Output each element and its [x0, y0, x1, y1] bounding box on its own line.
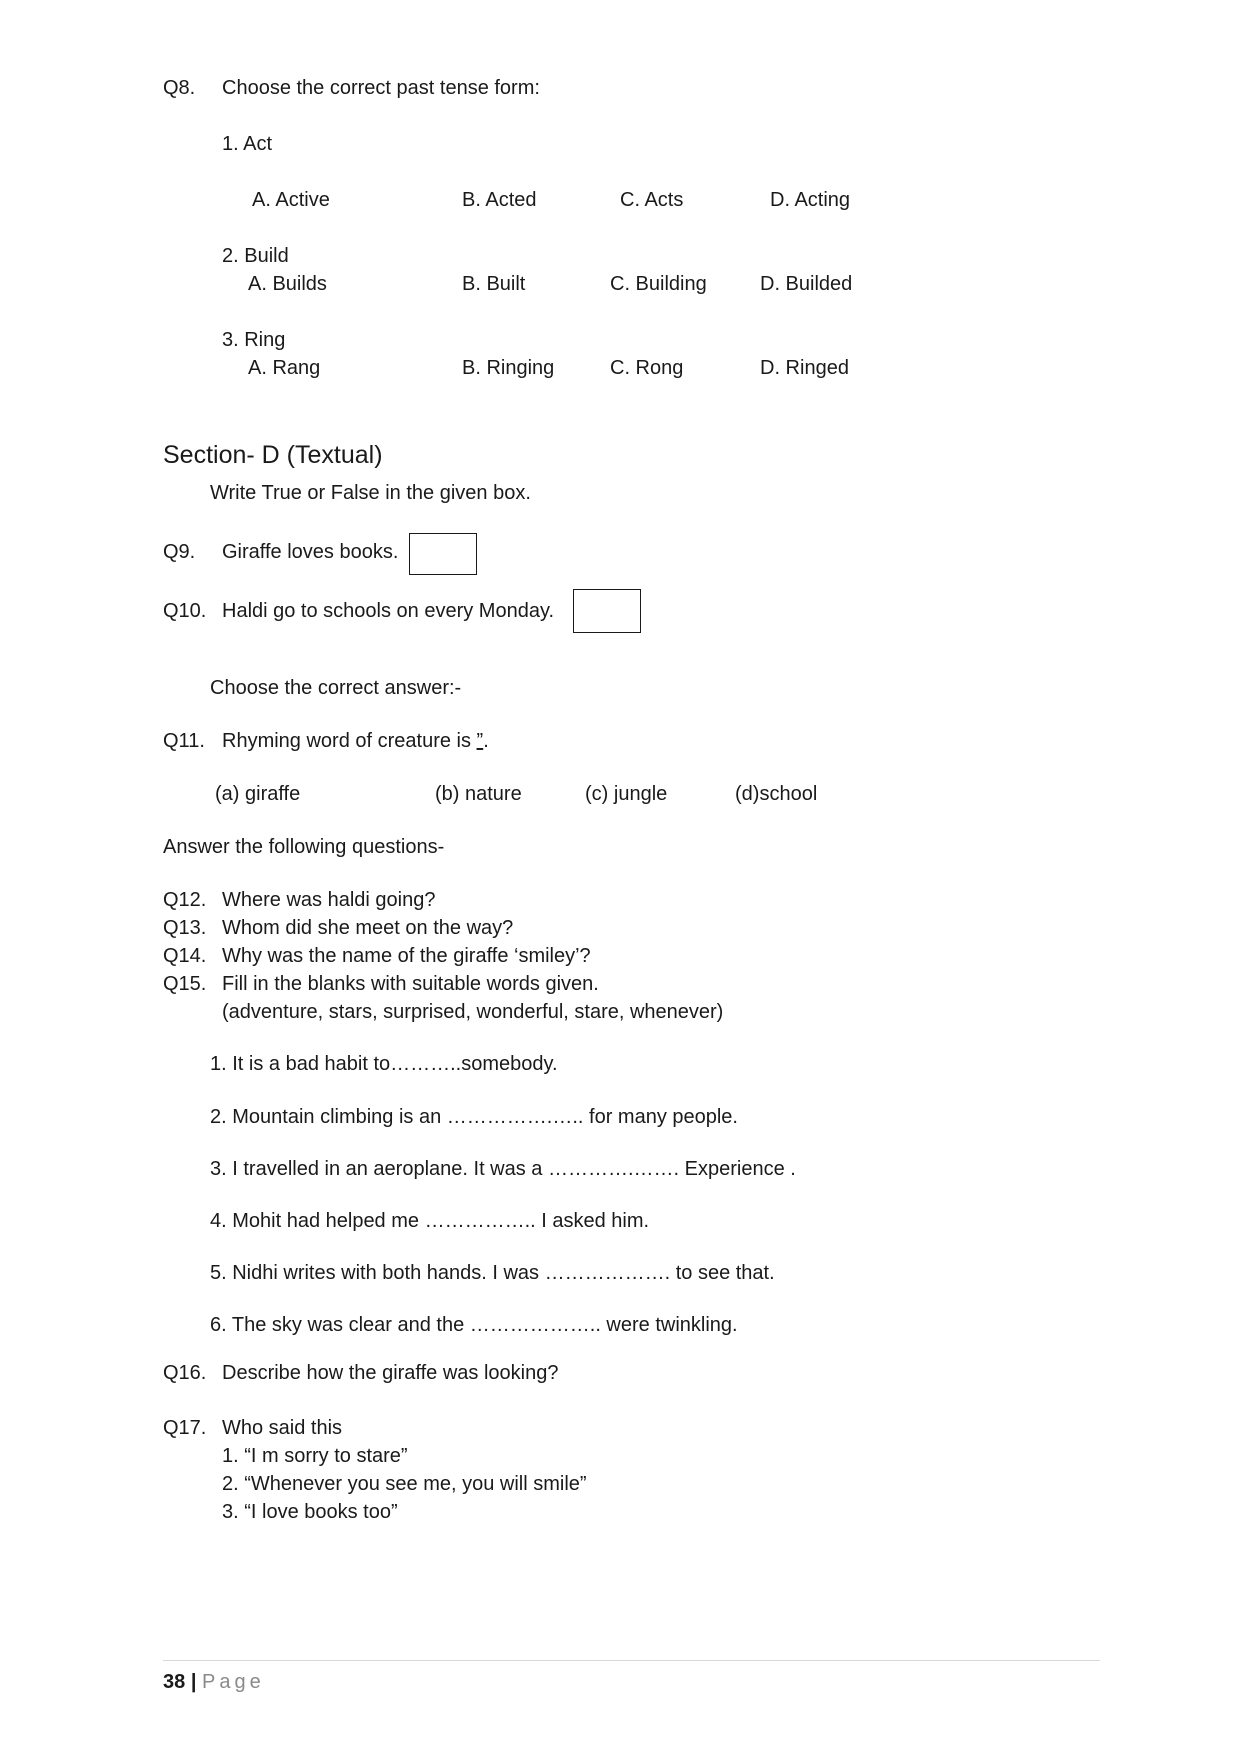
answer-box[interactable]: [409, 533, 477, 575]
footer-separator: |: [190, 1671, 197, 1693]
option-d: D. Ringed: [760, 357, 849, 379]
word-bank: (adventure, stars, surprised, wonderful, stare, whenever): [222, 1001, 724, 1023]
sub-item-label: 3. Ring: [222, 329, 286, 351]
question-text: Who said this: [222, 1417, 343, 1439]
sub-item-label: 1. Act: [222, 133, 273, 155]
fill-blank-item: 2. Mountain climbing is an …………….….. for many people.: [210, 1106, 738, 1128]
question-number: Q9.: [163, 541, 196, 563]
section-title: Section- D (Textual): [163, 441, 383, 469]
option-c: C. Rong: [610, 357, 684, 379]
sub-item-label: 2. Build: [222, 245, 289, 267]
page-label: Page: [201, 1671, 265, 1693]
question-number: Q13.: [163, 917, 207, 939]
question-text: Giraffe loves books.: [222, 541, 399, 563]
blank: ”: [476, 730, 484, 752]
quote-item: 1. “I m sorry to stare”: [222, 1445, 408, 1467]
question-text: Why was the name of the giraffe ‘smiley’?: [222, 945, 591, 967]
option-b: (b) nature: [435, 783, 522, 805]
footer-divider: [163, 1660, 1100, 1661]
quote-item: 3. “I love books too”: [222, 1501, 398, 1523]
option-d: (d)school: [735, 783, 818, 805]
question-number: Q17.: [163, 1417, 207, 1439]
quote-item: 2. “Whenever you see me, you will smile”: [222, 1473, 587, 1495]
question-number: Q15.: [163, 973, 207, 995]
option-b: B. Acted: [462, 189, 537, 211]
option-a: A. Builds: [248, 273, 327, 295]
question-number: Q10.: [163, 600, 207, 622]
fill-blank-item: 6. The sky was clear and the ……………….. were twinkling.: [210, 1314, 738, 1336]
question-number: Q14.: [163, 945, 207, 967]
fill-blank-item: 4. Mohit had helped me …………….. I asked him.: [210, 1210, 650, 1232]
choose-instruction: Choose the correct answer:-: [210, 677, 462, 699]
question-number: Q16.: [163, 1362, 207, 1384]
question-text: Whom did she meet on the way?: [222, 917, 514, 939]
question-text: Choose the correct past tense form:: [222, 77, 540, 99]
option-a: A. Rang: [248, 357, 321, 379]
fill-blank-item: 3. I travelled in an aeroplane. It was a ………….……. Experience .: [210, 1158, 796, 1180]
question-text-main: Rhyming word of creature is: [222, 730, 477, 752]
question-number: Q11.: [163, 730, 205, 752]
option-a: (a) giraffe: [215, 783, 301, 805]
question-text: Where was haldi going?: [222, 889, 436, 911]
option-c: C. Acts: [620, 189, 684, 211]
option-d: D. Builded: [760, 273, 853, 295]
option-b: B. Built: [462, 273, 526, 295]
question-text-end: .: [483, 730, 489, 752]
question-text: Haldi go to schools on every Monday.: [222, 600, 555, 622]
question-number: Q8.: [163, 77, 196, 99]
option-b: B. Ringing: [462, 357, 555, 379]
fill-blank-item: 1. It is a bad habit to………..somebody.: [210, 1053, 558, 1075]
page-number: 38: [163, 1671, 186, 1693]
section-instruction: Write True or False in the given box.: [210, 482, 531, 504]
question-text: Fill in the blanks with suitable words given.: [222, 973, 599, 995]
option-a: A. Active: [252, 189, 330, 211]
option-c: (c) jungle: [585, 783, 668, 805]
question-number: Q12.: [163, 889, 207, 911]
option-c: C. Building: [610, 273, 707, 295]
question-text: Describe how the giraffe was looking?: [222, 1362, 559, 1384]
option-d: D. Acting: [770, 189, 851, 211]
answer-box[interactable]: [573, 589, 641, 633]
page-footer: [163, 1672, 265, 1692]
fill-blank-item: 5. Nidhi writes with both hands. I was ………………. to see that.: [210, 1262, 775, 1284]
question-text: [222, 731, 489, 751]
answer-heading: Answer the following questions-: [163, 836, 445, 858]
